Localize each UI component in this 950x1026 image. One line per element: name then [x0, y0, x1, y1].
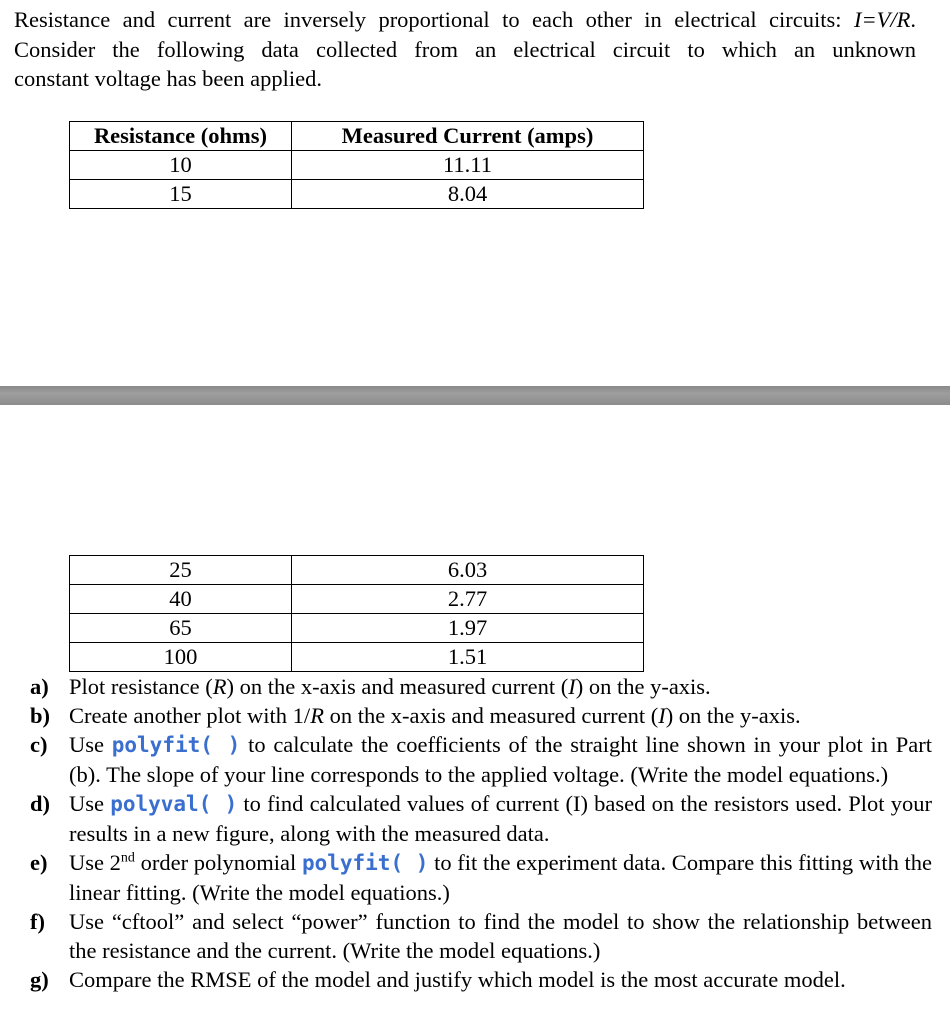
table-row — [70, 614, 644, 643]
question-text: Use — [69, 791, 111, 816]
table-row — [70, 556, 644, 585]
question-text: to calculate the coefficients of the straight line shown in your plot in Part (b). The slope of your line corresponds to the applied voltage. (Write the model equations.) — [69, 732, 932, 787]
question-label: g) — [30, 967, 49, 992]
current-cell: 11.11 — [292, 151, 644, 180]
current-cell: 6.03 — [292, 556, 644, 585]
polyfit-code: polyfit( ) — [301, 851, 429, 875]
question-label: b) — [30, 703, 51, 728]
ordinal-superscript: nd — [120, 850, 135, 866]
resistance-cell: 40 — [70, 585, 292, 614]
polyfit-code: polyfit( ) — [111, 733, 241, 757]
intro-paragraph — [14, 5, 916, 94]
variable-i: I — [568, 674, 576, 699]
intro-line-1 — [14, 5, 916, 35]
header-current: Measured Current (amps) — [292, 122, 644, 151]
question-text: to find calculated values of current (I) based on the resistors used. Plot your results in a new figure, along with the measured data. — [69, 791, 932, 846]
resistance-cell: 25 — [70, 556, 292, 585]
question-label: c) — [30, 732, 48, 757]
question-text: to fit the experiment data. Compare this fitting with the linear fitting. (Write the model equations.) — [69, 850, 932, 905]
table-row — [70, 585, 644, 614]
variable-r: R — [310, 703, 324, 728]
question-text: Use “cftool” and select “power” function to find the model to show the relationship between the resistance and the current. (Write the model equations.) — [69, 909, 932, 963]
question-text: on the x-axis and measured current ( — [323, 703, 659, 728]
question-text: ) on the y-axis. — [575, 674, 711, 699]
header-resistance: Resistance (ohms) — [70, 122, 292, 151]
question-text: Use — [69, 732, 112, 757]
question-c — [30, 730, 932, 789]
data-table-top — [69, 121, 644, 209]
resistance-cell: 15 — [70, 180, 292, 209]
table-header-row — [70, 122, 644, 151]
question-text: Compare the RMSE of the model and justify which model is the most accurate model. — [69, 967, 846, 992]
question-text: Plot resistance ( — [69, 674, 213, 699]
current-cell: 2.77 — [292, 585, 644, 614]
page-divider — [0, 386, 950, 405]
question-b — [30, 701, 932, 730]
variable-i: I — [658, 703, 666, 728]
question-e — [30, 848, 932, 907]
table-row — [70, 151, 644, 180]
question-label: d) — [30, 791, 51, 816]
table-row — [70, 643, 644, 672]
polyval-code: polyval( ) — [110, 792, 238, 816]
question-label: a) — [30, 674, 49, 699]
current-cell: 1.51 — [292, 643, 644, 672]
variable-r: R — [212, 674, 227, 699]
current-cell: 1.97 — [292, 614, 644, 643]
question-label: f) — [30, 909, 45, 934]
question-text: Use 2 — [69, 850, 121, 875]
resistance-cell: 100 — [70, 643, 292, 672]
intro-line-2: Consider the following data collected from an electrical circuit to which an unknown — [14, 36, 916, 62]
intro-text: Resistance and current are inversely proportional to each other in electrical circuits: — [14, 7, 854, 32]
question-text: Create another plot with 1/ — [69, 703, 311, 728]
table-row — [70, 180, 644, 209]
question-text: ) on the y-axis. — [665, 703, 801, 728]
question-a — [30, 672, 932, 701]
resistance-cell: 65 — [70, 614, 292, 643]
question-text: ) on the x-axis and measured current ( — [226, 674, 569, 699]
question-g — [30, 965, 932, 994]
question-list — [30, 672, 932, 994]
question-d — [30, 789, 932, 848]
ohms-law-formula: I=V/R — [853, 7, 911, 32]
data-table-bottom — [69, 555, 644, 672]
question-f — [30, 907, 932, 965]
question-label: e) — [30, 850, 48, 875]
intro-period: . — [910, 7, 916, 32]
question-text: order polynomial — [134, 850, 302, 875]
resistance-cell: 10 — [70, 151, 292, 180]
current-cell: 8.04 — [292, 180, 644, 209]
intro-line-3: constant voltage has been applied. — [14, 66, 323, 91]
